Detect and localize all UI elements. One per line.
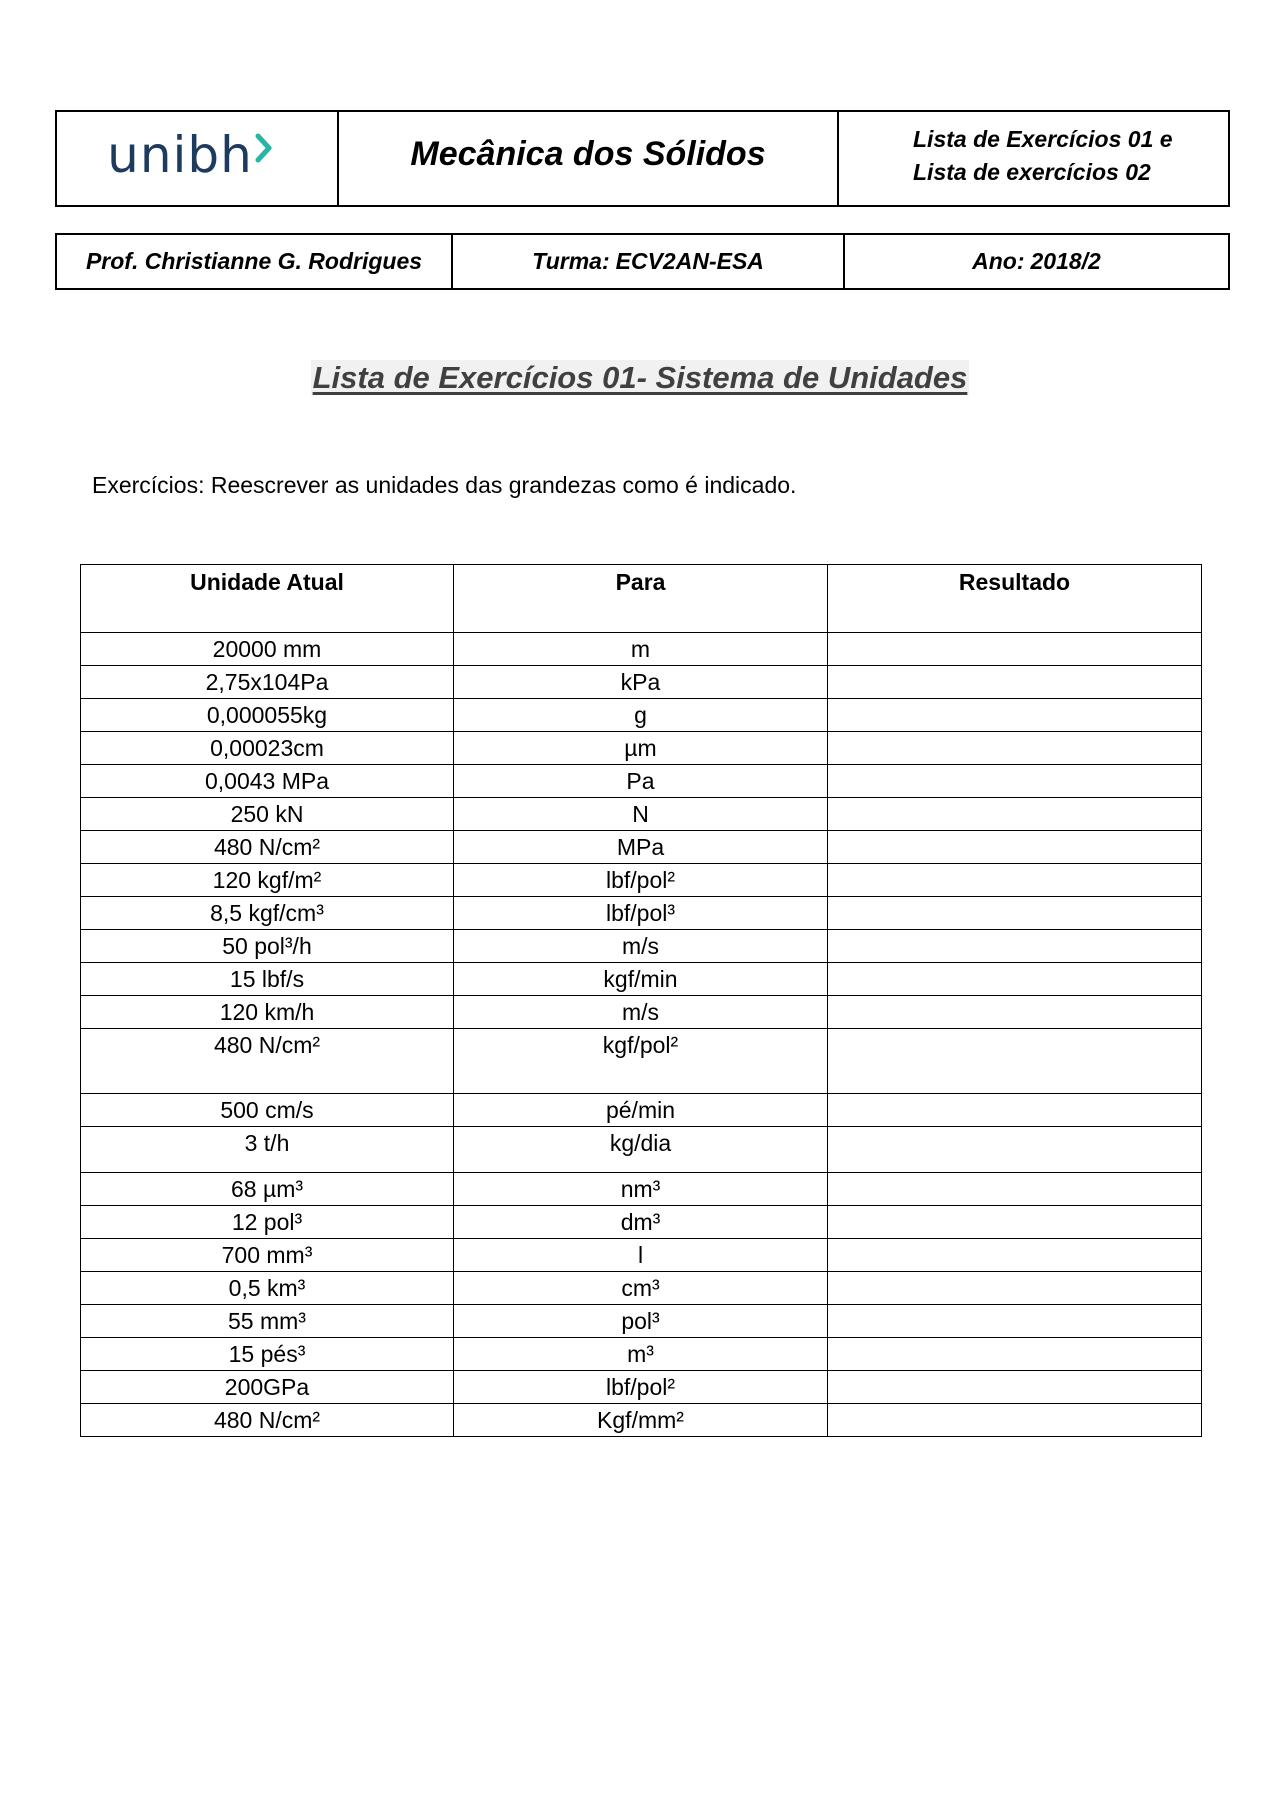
cell-resultado[interactable] xyxy=(828,996,1202,1029)
cell-resultado[interactable] xyxy=(828,1371,1202,1404)
cell-resultado[interactable] xyxy=(828,732,1202,765)
ano-value: 2018/2 xyxy=(1030,248,1101,274)
cell-para: m xyxy=(454,633,828,666)
table-row xyxy=(81,633,1202,666)
table-row xyxy=(81,699,1202,732)
header-para: Para xyxy=(454,565,828,633)
info-box xyxy=(55,233,1230,290)
table-header-row xyxy=(81,565,1202,633)
list-lines xyxy=(913,123,1173,189)
professor-cell xyxy=(57,235,453,288)
unibh-logo xyxy=(107,125,273,184)
list-line-1: Lista de Exercícios 01 e xyxy=(913,125,1173,152)
cell-para: kPa xyxy=(454,666,828,699)
cell-para: kgf/min xyxy=(454,963,828,996)
table-row xyxy=(81,666,1202,699)
cell-unidade-atual: 0,000055kg xyxy=(81,699,454,732)
cell-unidade-atual: 480 N/cm² xyxy=(81,1029,454,1094)
cell-resultado[interactable] xyxy=(828,1127,1202,1173)
cell-para: cm³ xyxy=(454,1272,828,1305)
cell-para: g xyxy=(454,699,828,732)
table-row xyxy=(81,831,1202,864)
cell-resultado[interactable] xyxy=(828,1029,1202,1094)
cell-para: m/s xyxy=(454,930,828,963)
cell-para: m³ xyxy=(454,1338,828,1371)
list-cell xyxy=(839,112,1228,205)
cell-para: dm³ xyxy=(454,1206,828,1239)
cell-unidade-atual: 55 mm³ xyxy=(81,1305,454,1338)
cell-resultado[interactable] xyxy=(828,864,1202,897)
cell-unidade-atual: 480 N/cm² xyxy=(81,1404,454,1437)
cell-para: µm xyxy=(454,732,828,765)
table-row xyxy=(81,963,1202,996)
cell-para: lbf/pol² xyxy=(454,1371,828,1404)
table-row xyxy=(81,1239,1202,1272)
table-row xyxy=(81,1029,1202,1094)
section-title: Lista de Exercícios 01- Sistema de Unidades xyxy=(312,360,968,395)
turma-cell xyxy=(453,235,845,288)
cell-resultado[interactable] xyxy=(828,1173,1202,1206)
header-unidade-atual: Unidade Atual xyxy=(81,565,454,633)
table-row xyxy=(81,1305,1202,1338)
cell-unidade-atual: 12 pol³ xyxy=(81,1206,454,1239)
cell-resultado[interactable] xyxy=(828,1206,1202,1239)
cell-unidade-atual: 700 mm³ xyxy=(81,1239,454,1272)
table-row xyxy=(81,765,1202,798)
table-row xyxy=(81,1127,1202,1173)
ano-cell xyxy=(845,235,1228,288)
cell-unidade-atual: 15 lbf/s xyxy=(81,963,454,996)
course-title: Mecânica dos Sólidos xyxy=(410,135,766,173)
chevron-right-icon xyxy=(255,133,273,163)
cell-unidade-atual: 500 cm/s xyxy=(81,1094,454,1127)
cell-unidade-atual: 0,00023cm xyxy=(81,732,454,765)
ano-label: Ano: xyxy=(972,248,1025,274)
cell-resultado[interactable] xyxy=(828,765,1202,798)
cell-para: Kgf/mm² xyxy=(454,1404,828,1437)
cell-resultado[interactable] xyxy=(828,1094,1202,1127)
cell-resultado[interactable] xyxy=(828,1404,1202,1437)
logo-text: unibh xyxy=(107,125,253,184)
list-line-2: Lista de exercícios 02 xyxy=(913,158,1151,185)
cell-unidade-atual: 3 t/h xyxy=(81,1127,454,1173)
cell-para: m/s xyxy=(454,996,828,1029)
table-row xyxy=(81,1404,1202,1437)
cell-unidade-atual: 68 µm³ xyxy=(81,1173,454,1206)
table-row xyxy=(81,1206,1202,1239)
cell-resultado[interactable] xyxy=(828,699,1202,732)
cell-para: pol³ xyxy=(454,1305,828,1338)
cell-resultado[interactable] xyxy=(828,798,1202,831)
cell-para: Pa xyxy=(454,765,828,798)
cell-resultado[interactable] xyxy=(828,1239,1202,1272)
turma-value: ECV2AN-ESA xyxy=(615,248,764,274)
cell-resultado[interactable] xyxy=(828,963,1202,996)
cell-para: l xyxy=(454,1239,828,1272)
cell-resultado[interactable] xyxy=(828,831,1202,864)
table-row xyxy=(81,798,1202,831)
logo-cell xyxy=(57,112,339,205)
cell-para: lbf/pol³ xyxy=(454,897,828,930)
table-row xyxy=(81,1094,1202,1127)
intro-text: Exercícios: Reescrever as unidades das grandezas como é indicado. xyxy=(92,472,797,498)
cell-resultado[interactable] xyxy=(828,1338,1202,1371)
table-row xyxy=(81,996,1202,1029)
table-row xyxy=(81,1338,1202,1371)
table-row xyxy=(81,732,1202,765)
cell-unidade-atual: 200GPa xyxy=(81,1371,454,1404)
cell-unidade-atual: 120 km/h xyxy=(81,996,454,1029)
units-table xyxy=(80,564,1202,1437)
cell-unidade-atual: 15 pés³ xyxy=(81,1338,454,1371)
table-row xyxy=(81,1272,1202,1305)
cell-resultado[interactable] xyxy=(828,666,1202,699)
course-title-cell xyxy=(339,112,839,205)
cell-unidade-atual: 2,75x104Pa xyxy=(81,666,454,699)
section-title-wrap xyxy=(0,360,1280,396)
cell-resultado[interactable] xyxy=(828,930,1202,963)
cell-unidade-atual: 120 kgf/m² xyxy=(81,864,454,897)
cell-para: MPa xyxy=(454,831,828,864)
header-box xyxy=(55,110,1230,207)
cell-unidade-atual: 250 kN xyxy=(81,798,454,831)
table-row xyxy=(81,930,1202,963)
cell-unidade-atual: 480 N/cm² xyxy=(81,831,454,864)
cell-unidade-atual: 50 pol³/h xyxy=(81,930,454,963)
cell-resultado[interactable] xyxy=(828,897,1202,930)
cell-unidade-atual: 0,0043 MPa xyxy=(81,765,454,798)
table-row xyxy=(81,1371,1202,1404)
header-resultado: Resultado xyxy=(828,565,1202,633)
cell-para: N xyxy=(454,798,828,831)
cell-resultado[interactable] xyxy=(828,1305,1202,1338)
cell-unidade-atual: 8,5 kgf/cm³ xyxy=(81,897,454,930)
table-row xyxy=(81,864,1202,897)
cell-para: lbf/pol² xyxy=(454,864,828,897)
cell-unidade-atual: 20000 mm xyxy=(81,633,454,666)
cell-para: kgf/pol² xyxy=(454,1029,828,1094)
cell-unidade-atual: 0,5 km³ xyxy=(81,1272,454,1305)
cell-para: nm³ xyxy=(454,1173,828,1206)
turma-label: Turma: xyxy=(532,248,610,274)
table-row xyxy=(81,897,1202,930)
cell-resultado[interactable] xyxy=(828,1272,1202,1305)
table-row xyxy=(81,1173,1202,1206)
cell-para: pé/min xyxy=(454,1094,828,1127)
units-table-body xyxy=(81,633,1202,1437)
professor-name: Prof. Christianne G. Rodrigues xyxy=(85,248,423,274)
cell-resultado[interactable] xyxy=(828,633,1202,666)
cell-para: kg/dia xyxy=(454,1127,828,1173)
